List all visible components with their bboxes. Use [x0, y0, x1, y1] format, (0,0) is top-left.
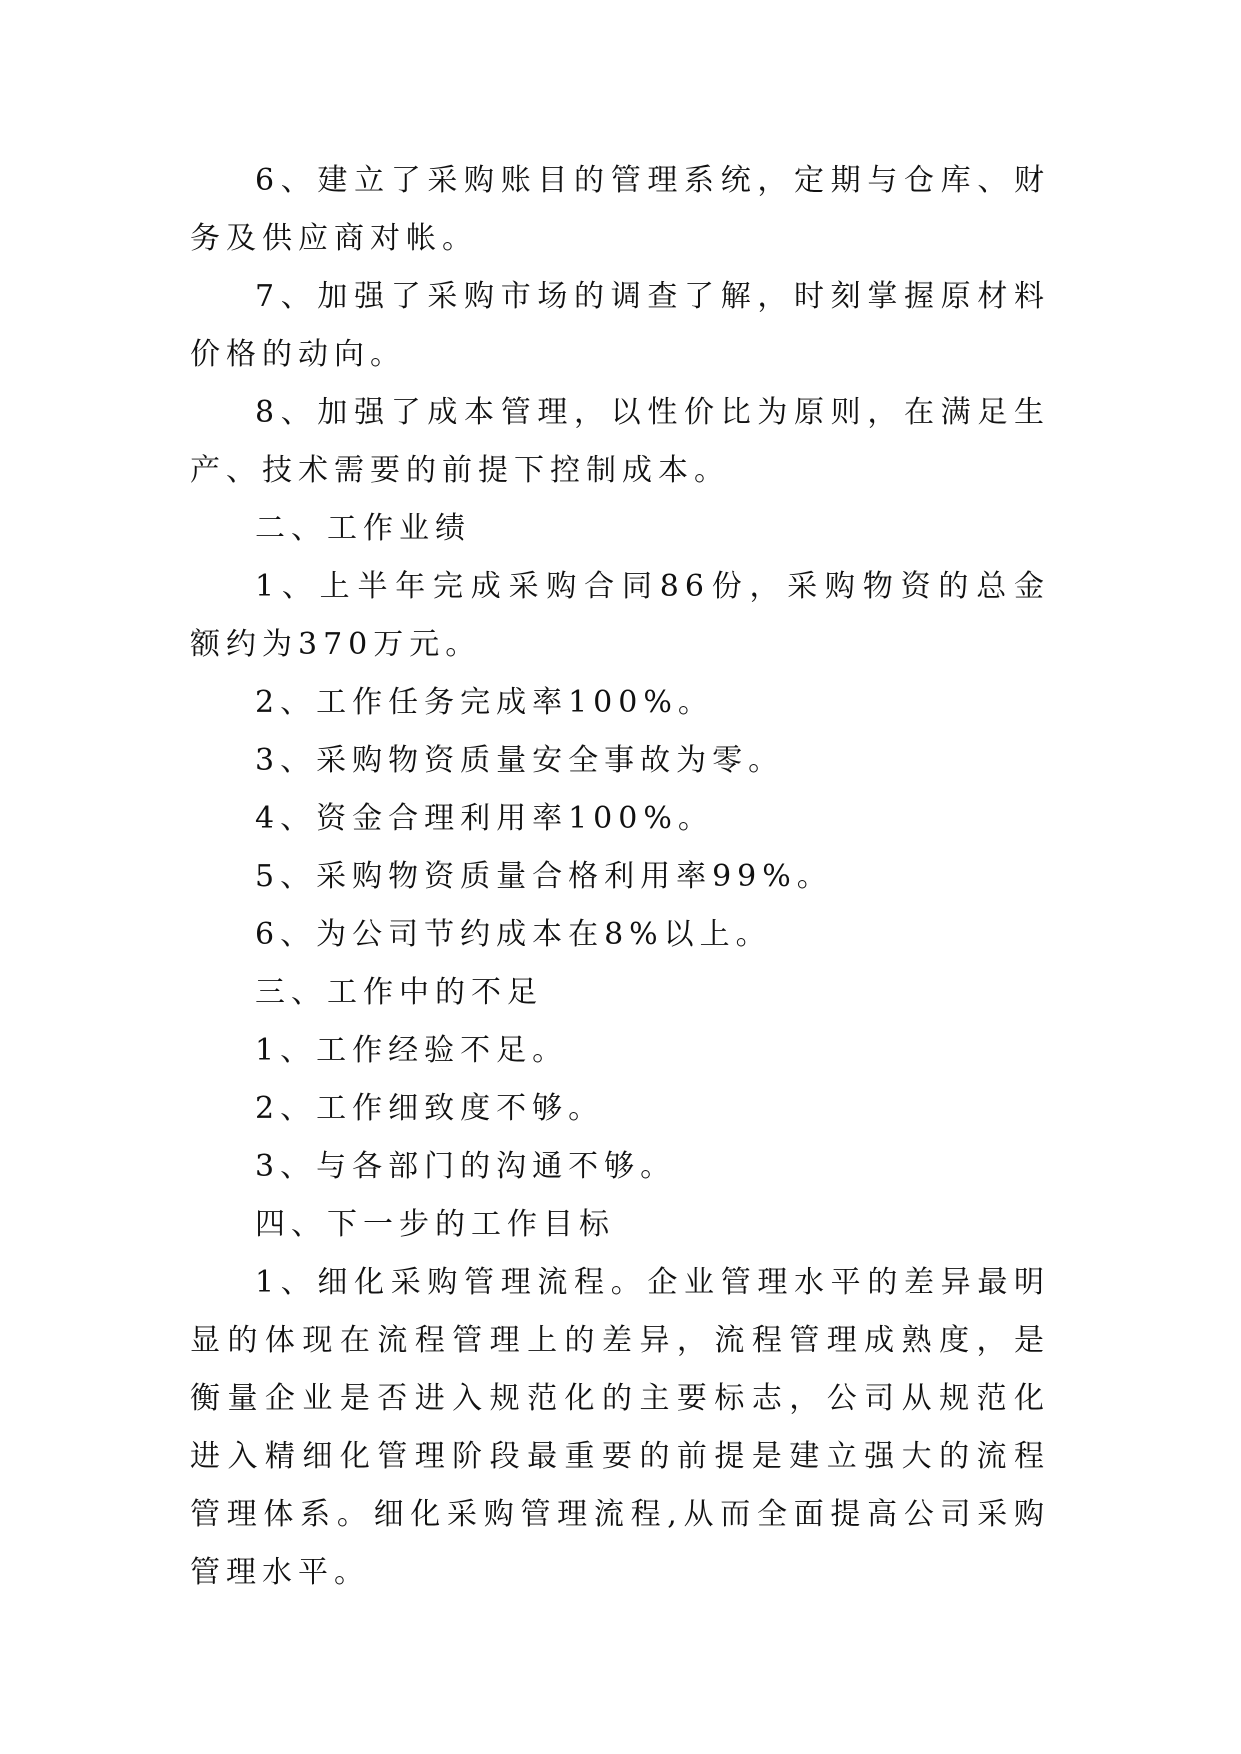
paragraph-achievement-1: 1、上半年完成采购合同86份，采购物资的总金额约为370万元。 [190, 569, 1050, 662]
section-heading-next-goals: 四、下一步的工作目标 [255, 1207, 615, 1242]
paragraph-achievement-2: 2、工作任务完成率100%。 [255, 685, 714, 720]
paragraph-shortcoming-2: 2、工作细致度不够。 [255, 1091, 605, 1126]
paragraph-achievement-6: 6、为公司节约成本在8%以上。 [255, 917, 772, 952]
paragraph-goal-1: 1、细化采购管理流程。企业管理水平的差异最明显的体现在流程管理上的差异，流程管理成熟度，是衡量企业是否进入规范化的主要标志，公司从规范化进入精细化管理阶段最重要的前提是建立强大的流程管理体系。细化采购管理流程,从而全面提高公司采购管理水平。 [190, 1265, 1050, 1590]
section-heading-achievements: 二、工作业绩 [255, 511, 471, 546]
paragraph-item-8-cost: 8、加强了成本管理，以性价比为原则，在满足生产、技术需要的前提下控制成本。 [190, 395, 1050, 488]
section-heading-shortcomings: 三、工作中的不足 [255, 975, 543, 1010]
paragraph-shortcoming-3: 3、与各部门的沟通不够。 [255, 1149, 677, 1184]
paragraph-achievement-3: 3、采购物资质量安全事故为零。 [255, 743, 785, 778]
paragraph-item-6-accounts: 6、建立了采购账目的管理系统，定期与仓库、财务及供应商对帐。 [190, 163, 1050, 256]
paragraph-item-7-market: 7、加强了采购市场的调查了解，时刻掌握原材料价格的动向。 [190, 279, 1050, 372]
paragraph-achievement-5: 5、采购物资质量合格利用率99%。 [255, 859, 833, 894]
paragraph-shortcoming-1: 1、工作经验不足。 [255, 1033, 569, 1068]
paragraph-achievement-4: 4、资金合理利用率100%。 [255, 801, 714, 836]
document-page [190, 152, 1050, 1612]
